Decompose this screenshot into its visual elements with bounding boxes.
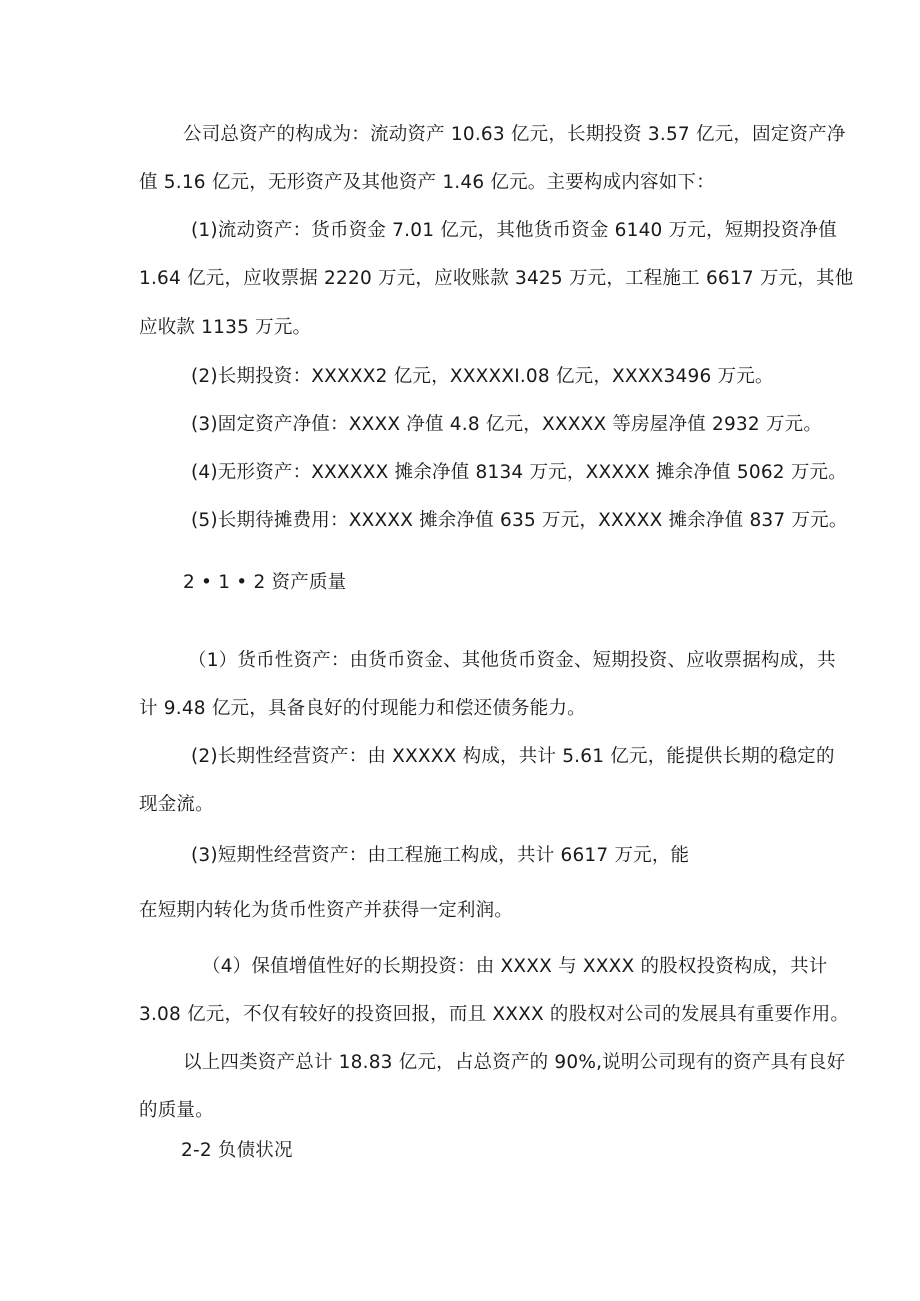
quality-4-line-1: （4）保值增值性好的长期投资：由 XXXX 与 XXXX 的股权投资构成，共计 bbox=[202, 956, 828, 977]
summary-line-1: 以上四类资产总计 18.83 亿元，占总资产的 90%,说明公司现有的资产具有良好 bbox=[183, 1052, 846, 1073]
composition-line-1: 公司总资产的构成为：流动资产 10.63 亿元，长期投资 3.57 亿元，固定资产净 bbox=[183, 124, 846, 145]
summary-line-2: 的质量。 bbox=[139, 1100, 214, 1121]
quality-3-line-1: (3)短期性经营资产：由工程施工构成，共计 6617 万元，能 bbox=[191, 845, 690, 866]
fixed-assets-line: (3)固定资产净值：XXXX 净值 4.8 亿元，XXXXX 等房屋净值 2932 万元。 bbox=[191, 414, 823, 435]
quality-4-line-2: 3.08 亿元，不仅有较好的投资回报，而且 XXXX 的股权对公司的发展具有重要作用。 bbox=[139, 1004, 850, 1025]
quality-1-line-1: （1）货币性资产：由货币资金、其他货币资金、短期投资、应收票据构成，共 bbox=[188, 650, 836, 671]
quality-1-line-2: 计 9.48 亿元，具备良好的付现能力和偿还债务能力。 bbox=[139, 698, 586, 719]
section-heading-asset-quality: 2 • 1 • 2 资产质量 bbox=[183, 572, 347, 593]
quality-2-line-1: (2)长期性经营资产：由 XXXXX 构成，共计 5.61 亿元，能提供长期的稳定的 bbox=[191, 746, 835, 767]
current-assets-line-2: 1.64 亿元，应收票据 2220 万元，应收账款 3425 万元，工程施工 6617 万元，其他 bbox=[139, 268, 854, 289]
composition-line-2: 值 5.16 亿元，无形资产及其他资产 1.46 亿元。主要构成内容如下： bbox=[139, 172, 715, 193]
deferred-expenses-line: (5)长期待摊费用：XXXXX 摊余净值 635 万元，XXXXX 摊余净值 837 万元。 bbox=[191, 510, 848, 531]
section-heading-liabilities: 2-2 负债状况 bbox=[181, 1140, 293, 1161]
long-term-investment-line: (2)长期投资：XXXXX2 亿元，XXXXXI.08 亿元，XXXX3496 万元。 bbox=[191, 366, 774, 387]
current-assets-line-1: (1)流动资产：货币资金 7.01 亿元，其他货币资金 6140 万元，短期投资净值 bbox=[191, 220, 837, 241]
intangible-assets-line: (4)无形资产：XXXXXX 摊余净值 8134 万元，XXXXX 摊余净值 5062 万元。 bbox=[191, 462, 847, 483]
quality-3-line-2: 在短期内转化为货币性资产并获得一定利润。 bbox=[139, 900, 514, 921]
quality-2-line-2: 现金流。 bbox=[139, 794, 214, 815]
current-assets-line-3: 应收款 1135 万元。 bbox=[139, 317, 312, 338]
